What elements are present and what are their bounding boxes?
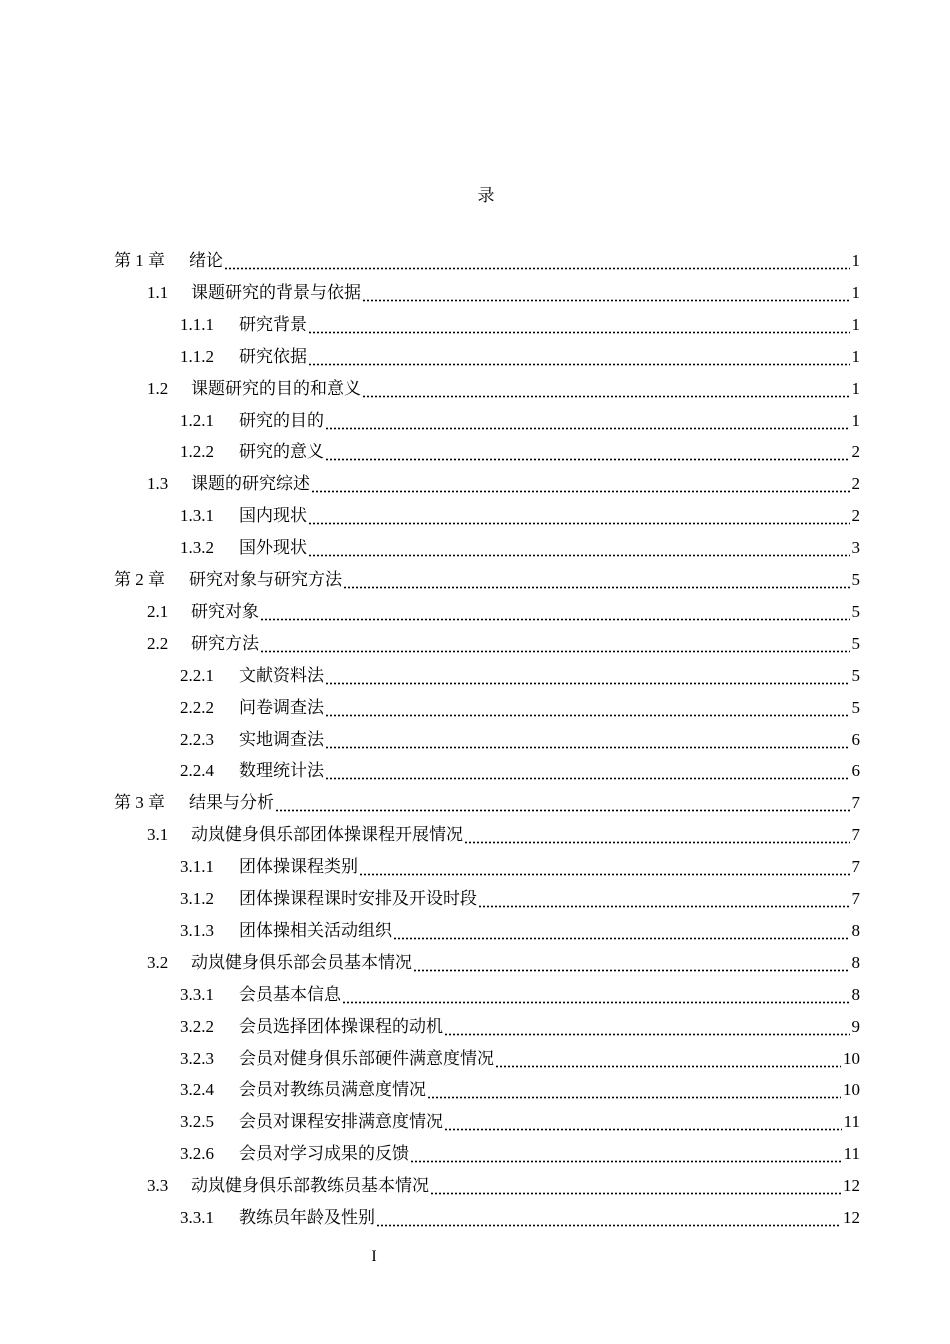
toc-entry-title: 实地调查法 [239, 729, 324, 749]
toc-entry[interactable] [180, 916, 860, 946]
toc-entry-title: 研究对象与研究方法 [189, 570, 342, 589]
toc-entry-number: 1.2.1 [180, 410, 214, 430]
toc-entry[interactable] [147, 469, 860, 499]
toc-entry[interactable] [114, 246, 860, 276]
toc-entry-title: 会员基本信息 [239, 984, 341, 1004]
toc-entry-title: 研究对象 [191, 601, 259, 621]
toc-entry-page: 7 [851, 825, 860, 845]
toc-entry[interactable] [114, 788, 860, 818]
toc-entry[interactable] [147, 374, 860, 404]
toc-entry[interactable] [147, 820, 860, 850]
toc-entry-page: 7 [851, 889, 860, 908]
toc-dot-leader [342, 980, 850, 1010]
toc-entry-page: 3 [851, 538, 860, 558]
toc-dot-leader [362, 374, 850, 404]
toc-dot-leader [311, 469, 850, 499]
toc-entry-title: 动岚健身俱乐部教练员基本情况 [191, 1176, 429, 1196]
toc-entry-page: 5 [851, 665, 860, 685]
toc-dot-leader [325, 693, 850, 723]
toc-entry-title: 团体操课程课时安排及开设时段 [239, 889, 477, 908]
toc-entry-number: 1.2.2 [180, 442, 214, 462]
toc-entry[interactable] [147, 948, 860, 978]
toc-entry[interactable] [180, 980, 860, 1010]
toc-entry-page: 1 [851, 346, 860, 366]
toc-entry-number: 2.1 [147, 601, 169, 621]
toc-entry-title: 动岚健身俱乐部会员基本情况 [191, 952, 412, 972]
toc-entry-title: 绪论 [189, 251, 223, 270]
toc-entry-title: 问卷调查法 [239, 697, 324, 717]
toc-dot-leader [430, 1171, 841, 1201]
toc-entry-number: 3.3.1 [180, 984, 214, 1004]
toc-entry-title: 动岚健身俱乐部团体操课程开展情况 [191, 825, 463, 845]
toc-dot-leader [444, 1107, 842, 1137]
toc-entry-page: 12 [843, 1176, 860, 1196]
toc-entry-number: 3.2.3 [180, 1048, 214, 1068]
toc-entry-number: 2.2.2 [180, 697, 214, 717]
toc-entry-page: 10 [843, 1048, 860, 1068]
toc-entry-number: 2.2 [147, 633, 169, 653]
toc-entry-number: 3.1.2 [180, 889, 214, 908]
toc-entry-page: 8 [851, 952, 860, 972]
toc-entry-number: 1.1.2 [180, 346, 214, 366]
toc-entry-title: 教练员年龄及性别 [239, 1208, 375, 1227]
toc-entry-title: 研究方法 [191, 633, 259, 653]
toc-entry-number: 2.2.1 [180, 665, 214, 685]
toc-dot-leader [362, 278, 850, 308]
toc-entry-page: 2 [851, 474, 860, 494]
toc-entry-title: 会员选择团体操课程的动机 [239, 1016, 443, 1036]
toc-entry-number: 3.2.5 [180, 1112, 214, 1132]
toc-entry-number: 3.3 [147, 1176, 169, 1196]
toc-entry-number: 3.2.4 [180, 1080, 214, 1100]
toc-entry-number: 1.1.1 [180, 314, 214, 334]
toc-entry-title: 国外现状 [239, 538, 307, 558]
toc-dot-leader [325, 437, 850, 467]
toc-dot-leader [464, 820, 850, 850]
toc-dot-leader [413, 948, 850, 978]
toc-entry-title: 研究背景 [239, 314, 307, 334]
toc-entry-number: 2.2.4 [180, 761, 214, 781]
toc-entry-number: 3.3.1 [180, 1208, 214, 1227]
toc-dot-leader [275, 788, 850, 818]
toc-entry-page: 7 [851, 857, 860, 877]
toc-dot-leader [308, 310, 850, 340]
toc-entry[interactable] [180, 693, 860, 723]
toc-entry-title: 会员对课程安排满意度情况 [239, 1112, 443, 1132]
toc-entry[interactable] [180, 310, 860, 340]
toc-entry-title: 课题研究的背景与依据 [191, 282, 361, 302]
toc-entry-page: 5 [851, 601, 860, 621]
toc-entry-title: 研究的目的 [239, 410, 324, 430]
toc-entry[interactable] [180, 533, 860, 563]
toc-entry-title: 课题研究的目的和意义 [191, 378, 361, 398]
toc-dot-leader [325, 725, 850, 755]
toc-entry-page: 11 [843, 1112, 860, 1132]
toc-dot-leader [224, 246, 850, 276]
toc-dot-leader [393, 916, 850, 946]
toc-dot-leader [343, 565, 850, 595]
toc-dot-leader [427, 1075, 841, 1105]
toc-entry-page: 2 [851, 506, 860, 526]
toc-entry[interactable] [180, 1107, 860, 1137]
toc-entry-number: 1.1 [147, 282, 169, 302]
toc-dot-leader [478, 884, 850, 914]
toc-entry-number: 3.1.1 [180, 857, 214, 877]
toc-entry[interactable] [147, 597, 860, 627]
toc-entry[interactable] [180, 437, 860, 467]
toc-entry-title: 会员对健身俱乐部硬件满意度情况 [239, 1048, 494, 1068]
toc-entry-title: 文献资料法 [239, 665, 324, 685]
toc-entry[interactable] [180, 661, 860, 691]
toc-entry-number: 3.2.6 [180, 1144, 214, 1164]
toc-entry-number: 第 3 章 [114, 793, 165, 813]
toc-entry[interactable] [180, 1012, 860, 1042]
toc-entry-page: 5 [851, 633, 860, 653]
toc-entry-page: 8 [851, 920, 860, 940]
toc-entry-page: 1 [851, 314, 860, 334]
toc-dot-leader [308, 533, 850, 563]
toc-entry[interactable] [180, 1075, 860, 1105]
toc-entry-page: 1 [851, 282, 860, 302]
toc-entry-title: 课题的研究综述 [191, 474, 310, 494]
toc-dot-leader [308, 501, 850, 531]
toc-entry-page: 1 [851, 251, 860, 270]
toc-entry-page: 5 [851, 697, 860, 717]
toc-entry-page: 6 [851, 761, 860, 781]
toc-entry[interactable] [180, 406, 860, 436]
toc-entry-title: 团体操相关活动组织 [239, 920, 392, 940]
toc-dot-leader [260, 597, 850, 627]
toc-entry[interactable] [180, 1044, 860, 1074]
toc-entry-title: 研究的意义 [239, 442, 324, 462]
toc-entry[interactable] [147, 629, 860, 659]
toc-entry-page: 10 [843, 1080, 860, 1100]
toc-entry-number: 2.2.3 [180, 729, 214, 749]
toc-entry-title: 研究依据 [239, 346, 307, 366]
toc-entry-page: 9 [851, 1016, 860, 1036]
toc-entry-number: 3.2 [147, 952, 169, 972]
toc-dot-leader [260, 629, 850, 659]
toc-entry-number: 1.3 [147, 474, 169, 494]
toc-entry-title: 会员对学习成果的反馈 [239, 1144, 409, 1164]
toc-entry-page: 2 [851, 442, 860, 462]
toc-entry[interactable] [180, 884, 860, 914]
toc-dot-leader [495, 1044, 841, 1074]
toc-entry[interactable] [180, 501, 860, 531]
toc-entry-number: 第 2 章 [114, 570, 165, 589]
toc-entry-number: 1.2 [147, 378, 169, 398]
page-title: 录 [477, 186, 495, 205]
toc-entry-page: 1 [851, 410, 860, 430]
toc-entry[interactable] [180, 756, 860, 786]
toc-entry-page: 7 [851, 793, 860, 813]
toc-entry-page: 1 [851, 378, 860, 398]
toc-entry[interactable] [180, 852, 860, 882]
toc-entry-title: 会员对教练员满意度情况 [239, 1080, 426, 1100]
toc-entry[interactable] [180, 1203, 860, 1233]
toc-entry-number: 1.3.2 [180, 538, 214, 558]
toc-entry-title: 国内现状 [239, 506, 307, 526]
toc-entry[interactable] [114, 565, 860, 595]
toc-entry-page: 12 [843, 1208, 860, 1227]
toc-entry-title: 数理统计法 [239, 761, 324, 781]
toc-entry-title: 团体操课程类别 [239, 857, 358, 877]
toc-dot-leader [325, 661, 850, 691]
toc-dot-leader [308, 342, 850, 372]
page-number: I [371, 1248, 377, 1265]
toc-entry-number: 3.1.3 [180, 920, 214, 940]
toc-dot-leader [325, 756, 850, 786]
toc-dot-leader [359, 852, 850, 882]
toc-entry[interactable] [147, 278, 860, 308]
toc-entry-page: 11 [843, 1144, 860, 1164]
toc-entry[interactable] [180, 342, 860, 372]
toc-entry-number: 3.2.2 [180, 1016, 214, 1036]
toc-dot-leader [410, 1139, 842, 1169]
toc-entry[interactable] [180, 725, 860, 755]
toc-entry-number: 第 1 章 [114, 251, 165, 270]
toc-entry-page: 5 [851, 570, 860, 589]
toc-entry-number: 3.1 [147, 825, 169, 845]
toc-entry[interactable] [180, 1139, 860, 1169]
toc-entry-title: 结果与分析 [189, 793, 274, 813]
toc-dot-leader [325, 406, 850, 436]
toc-entry[interactable] [147, 1171, 860, 1201]
toc-entry-page: 6 [851, 729, 860, 749]
toc-dot-leader [376, 1203, 841, 1233]
toc-entry-number: 1.3.1 [180, 506, 214, 526]
toc-entry-page: 8 [851, 984, 860, 1004]
toc-dot-leader [444, 1012, 850, 1042]
